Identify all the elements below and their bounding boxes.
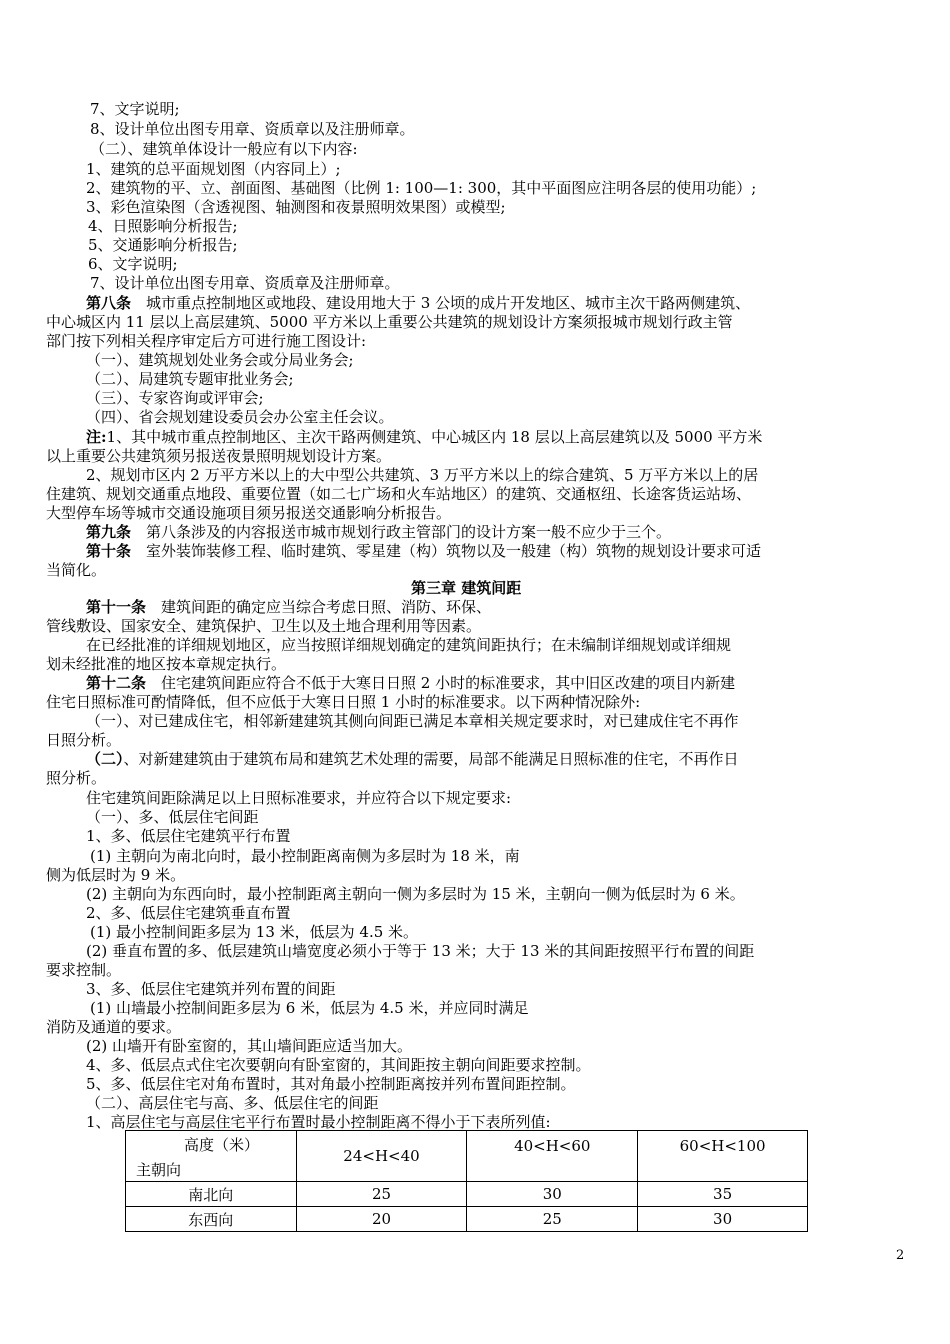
text-line [46, 769, 106, 787]
spacing-table [125, 1130, 808, 1232]
line-text: （三）、专家咨询或评审会; [86, 389, 264, 407]
article-heading: 第十条 [86, 542, 132, 560]
line-text: （四）、省会规划建设委员会办公室主任会议。 [86, 408, 394, 426]
line-text: 当简化。 [46, 561, 107, 579]
line-text: 侧为低层时为 9 米。 [46, 866, 186, 884]
table-header-row [126, 1131, 808, 1182]
text-line [46, 504, 451, 522]
line-text: 管线敷设、国家安全、建筑保护、卫生以及土地合理利用等因素。 [46, 617, 482, 635]
line-text: 1、建筑的总平面规划图（内容同上）; [86, 160, 341, 178]
table-cell: 25 [467, 1207, 638, 1232]
line-text: (1) 最小控制间距多层为 13 米，低层为 4.5 米。 [90, 923, 419, 941]
text-line [46, 1018, 181, 1036]
text-line [86, 179, 756, 197]
line-text: （一）、对已建成住宅，相邻新建建筑其侧向间距已满足本章相关规定要求时，对已建成住宅不再作 [86, 712, 739, 730]
text-line [86, 789, 511, 807]
line-text: 4、多、低层点式住宅次要朝向有卧室窗的，其间距按主朝向间距要求控制。 [86, 1056, 591, 1074]
table-corner-header [126, 1131, 297, 1182]
text-line [86, 1037, 412, 1055]
height-header: 高度（米） [184, 1136, 260, 1154]
line-text: 大型停车场等城市交通设施项目须另报送交通影响分析报告。 [46, 504, 452, 522]
text-line [90, 140, 358, 158]
line-text: 要求控制。 [46, 961, 122, 979]
line-text: 划未经批准的地区按本章规定执行。 [46, 655, 287, 673]
row-label: 南北向 [126, 1182, 297, 1207]
text-line [46, 332, 366, 350]
text-line [46, 731, 121, 749]
page-number: 2 [896, 1248, 905, 1263]
text-line [46, 961, 121, 979]
text-line [86, 827, 291, 845]
line-text: 照分析。 [46, 769, 107, 787]
article-heading: （二） [86, 750, 124, 768]
text-line [86, 598, 491, 616]
text-line [86, 370, 294, 388]
line-text: 2、规划市区内 2 万平方米以上的大中型公共建筑、3 万平方米以上的综合建筑、5 万平方米以上的居 [86, 466, 759, 484]
line-text: (1) 主朝向为南北向时，最小控制距离南侧为多层时为 18 米，南 [90, 847, 520, 865]
text-line [86, 1056, 591, 1074]
text-line [411, 579, 521, 597]
line-text: 6、文字说明; [88, 255, 178, 273]
text-line [46, 866, 185, 884]
line-text: 7、设计单位出图专用章、资质章及注册师章。 [90, 274, 400, 292]
text-line [86, 542, 761, 560]
table-cell: 30 [638, 1207, 808, 1232]
text-line [86, 1075, 576, 1093]
text-line [86, 904, 291, 922]
text-line [86, 198, 506, 216]
line-text: 住宅日照标准可酌情降低，但不应低于大寒日日照 1 小时的标准要求。以下两种情况除外: [46, 693, 641, 711]
line-text: (2) 垂直布置的多、低层建筑山墙宽度必须小于等于 13 米；大于 13 米的其间距按照平行布置的间距 [86, 942, 755, 960]
article-heading: 第三章 建筑间距 [411, 579, 522, 597]
text-line [86, 1113, 551, 1131]
line-text: 5、交通影响分析报告; [88, 236, 238, 254]
text-line [86, 750, 739, 768]
text-line [86, 674, 735, 692]
article-heading: 第十二条 [86, 674, 147, 692]
text-line [86, 351, 354, 369]
text-line [90, 847, 520, 865]
text-line [46, 655, 286, 673]
line-text: (2) 山墙开有卧室窗的，其山墙间距应适当加大。 [86, 1037, 413, 1055]
table-row [126, 1182, 808, 1207]
text-line [88, 236, 238, 254]
text-line [46, 313, 733, 331]
line-text: (1) 山墙最小控制间距多层为 6 米，低层为 4.5 米，并应同时满足 [90, 999, 529, 1017]
row-label: 东西向 [126, 1207, 297, 1232]
line-text: （二）、建筑单体设计一般应有以下内容: [90, 140, 358, 158]
line-text: 消防及通道的要求。 [46, 1018, 182, 1036]
column-header: 40<H<60 [467, 1131, 638, 1182]
text-line [86, 523, 671, 541]
line-text: 2、多、低层住宅建筑垂直布置 [86, 904, 291, 922]
text-line [86, 294, 750, 312]
line-text: 5、多、低层住宅对角布置时，其对角最小控制距离按并列布置间距控制。 [86, 1075, 576, 1093]
text-line [90, 274, 400, 292]
line-text: 第八条涉及的内容报送市城市规划行政主管部门的设计方案一般不应少于三个。 [131, 523, 672, 541]
line-text: 部门按下列相关程序审定后方可进行施工图设计: [46, 332, 367, 350]
text-line [86, 712, 739, 730]
line-text: 、对新建建筑由于建筑布局和建筑艺术处理的需要，局部不能满足日照标准的住宅，不再作日 [123, 750, 739, 768]
line-text: 1、多、低层住宅建筑平行布置 [86, 827, 291, 845]
text-line [90, 999, 529, 1017]
text-line [46, 693, 640, 711]
text-line [86, 636, 731, 654]
text-line [86, 428, 762, 446]
text-line [86, 980, 336, 998]
line-text: 住宅建筑间距应符合不低于大寒日日照 2 小时的标准要求，其中旧区改建的项目内新建 [146, 674, 736, 692]
line-text: （二）、局建筑专题审批业务会; [86, 370, 294, 388]
text-line [86, 466, 758, 484]
article-heading: 第八条 [86, 294, 132, 312]
line-text: 1、高层住宅与高层住宅平行布置时最小控制距离不得小于下表所列值: [86, 1113, 551, 1131]
line-text: 2、建筑物的平、立、剖面图、基础图（比例 1: 100—1: 300，其中平面图应注明各层的使用功能）; [86, 179, 757, 197]
text-line [46, 485, 751, 503]
text-line [86, 808, 259, 826]
orientation-header: 主朝向 [136, 1161, 182, 1179]
line-text: 日照分析。 [46, 731, 122, 749]
column-header: 60<H<100 [638, 1131, 808, 1182]
line-text: （二）、高层住宅与高、多、低层住宅的间距 [86, 1094, 379, 1112]
line-text: （一）、建筑规划处业务会或分局业务会; [86, 351, 354, 369]
text-line [86, 389, 264, 407]
article-heading: 注: [86, 428, 107, 446]
line-text: （一）、多、低层住宅间距 [86, 808, 259, 826]
table-cell: 25 [296, 1182, 467, 1207]
article-heading: 第十一条 [86, 598, 147, 616]
text-line [46, 561, 106, 579]
text-line [86, 408, 394, 426]
text-line [88, 217, 238, 235]
article-heading: 第九条 [86, 523, 132, 541]
line-text: 建筑间距的确定应当综合考虑日照、消防、环保、 [146, 598, 492, 616]
text-line [46, 617, 481, 635]
text-line [86, 1094, 379, 1112]
line-text: 3、彩色渲染图（含透视图、轴测图和夜景照明效果图）或模型; [86, 198, 506, 216]
text-line [88, 255, 178, 273]
text-line [86, 160, 341, 178]
text-line [46, 447, 391, 465]
text-line [90, 120, 415, 138]
line-text: 3、多、低层住宅建筑并列布置的间距 [86, 980, 336, 998]
line-text: 8、设计单位出图专用章、资质章以及注册师章。 [90, 120, 415, 138]
table-cell: 35 [638, 1182, 808, 1207]
line-text: 住建筑、规划交通重点地段、重要位置（如二七广场和火车站地区）的建筑、交通枢纽、长途客货运站场、 [46, 485, 752, 503]
line-text: 以上重要公共建筑须另报送夜景照明规划设计方案。 [46, 447, 392, 465]
line-text: 城市重点控制地区或地段、建设用地大于 3 公顷的成片开发地区、城市主次干路两侧建筑、 [131, 294, 751, 312]
line-text: (2) 主朝向为东西向时，最小控制距离主朝向一侧为多层时为 15 米，主朝向一侧为低层时为 6 米。 [86, 885, 745, 903]
line-text: 住宅建筑间距除满足以上日照标准要求，并应符合以下规定要求: [86, 789, 512, 807]
line-text: 4、日照影响分析报告; [88, 217, 238, 235]
line-text: 7、文字说明; [90, 100, 180, 118]
text-line [90, 100, 180, 118]
text-line [86, 885, 745, 903]
column-header: 24<H<40 [296, 1131, 467, 1182]
table-cell: 30 [467, 1182, 638, 1207]
line-text: 1、其中城市重点控制地区、主次干路两侧建筑、中心城区内 18 层以上高层建筑以及 5000 平方米 [106, 428, 763, 446]
text-line [90, 923, 418, 941]
table-cell: 20 [296, 1207, 467, 1232]
text-line [86, 942, 754, 960]
line-text: 在已经批准的详细规划地区，应当按照详细规划确定的建筑间距执行；在未编制详细规划或详细规 [86, 636, 732, 654]
line-text: 室外装饰装修工程、临时建筑、零星建（构）筑物以及一般建（构）筑物的规划设计要求可适 [131, 542, 762, 560]
table-row [126, 1207, 808, 1232]
line-text: 中心城区内 11 层以上高层建筑、5000 平方米以上重要公共建筑的规划设计方案须报城市规划行政主管 [46, 313, 733, 331]
